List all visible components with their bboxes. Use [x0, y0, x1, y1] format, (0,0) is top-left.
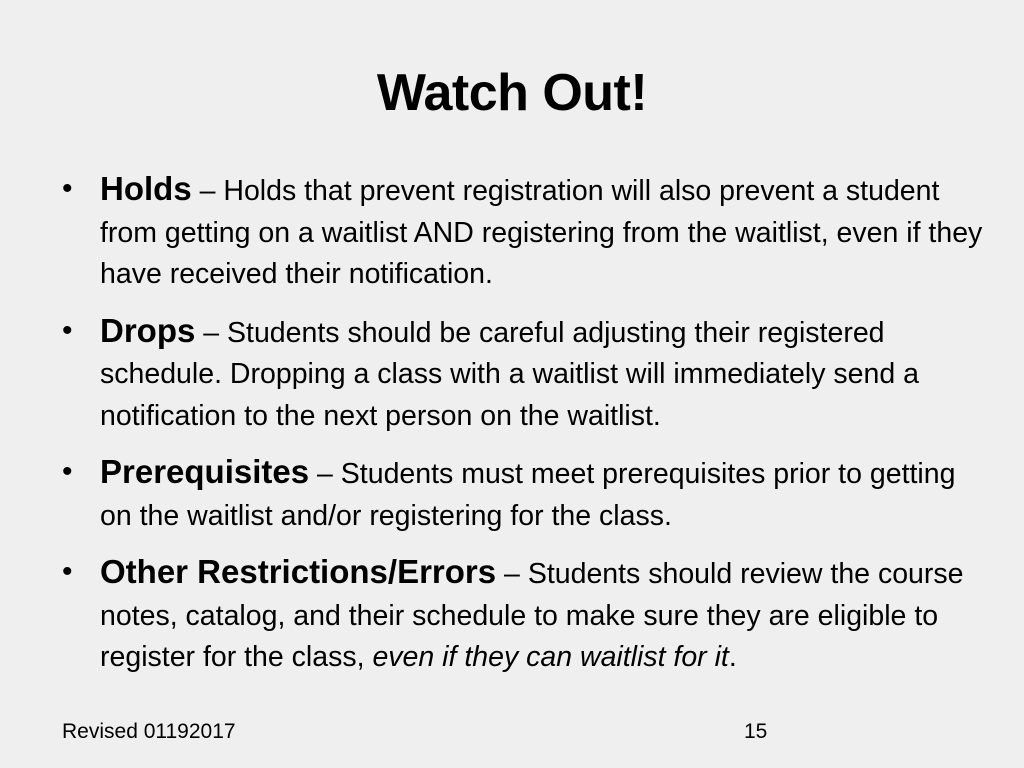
- bullet-item-other-restrictions: [56, 551, 986, 679]
- bullet-icon: •: [62, 172, 73, 205]
- bullet-end: .: [728, 641, 737, 673]
- bullet-text: Students must meet prerequisites prior to getting on the waitlist and/or registering for the class.: [100, 458, 956, 532]
- bullet-text: Holds that prevent registration will also prevent a student from getting on a waitlist AND registering from the waitlist, even if they have received their notification.: [100, 175, 983, 290]
- footer-revised: Revised 01192017: [62, 720, 236, 743]
- bullet-term: Prerequisites: [100, 453, 310, 490]
- bullet-term: Drops: [100, 311, 196, 349]
- bullet-dash: –: [195, 316, 228, 349]
- bullet-emphasis: even if they can waitlist for it: [372, 641, 729, 673]
- page-number: 15: [744, 720, 768, 743]
- bullet-list: [56, 168, 986, 693]
- bullet-term: Holds: [100, 170, 192, 207]
- bullet-icon: •: [62, 555, 73, 588]
- slide-title: Watch Out!: [376, 64, 648, 122]
- bullet-dash: –: [309, 458, 341, 490]
- bullet-term: Other Restrictions/Errors: [100, 553, 497, 590]
- bullet-text: Students should be careful adjusting their registered schedule. Dropping a class with a waitlist will immediately send a notification to the next person on the waitlist.: [100, 316, 919, 432]
- bullet-item-drops: [56, 310, 986, 438]
- bullet-icon: •: [62, 313, 73, 347]
- bullet-dash: –: [191, 175, 224, 207]
- bullet-item-holds: [56, 168, 986, 296]
- bullet-item-prerequisites: [56, 451, 986, 537]
- bullet-text: Students should review the course notes, catalog, and their schedule to make sure they are eligible to register for the class,: [100, 558, 964, 673]
- bullet-dash: –: [496, 558, 528, 590]
- bullet-icon: •: [62, 455, 73, 488]
